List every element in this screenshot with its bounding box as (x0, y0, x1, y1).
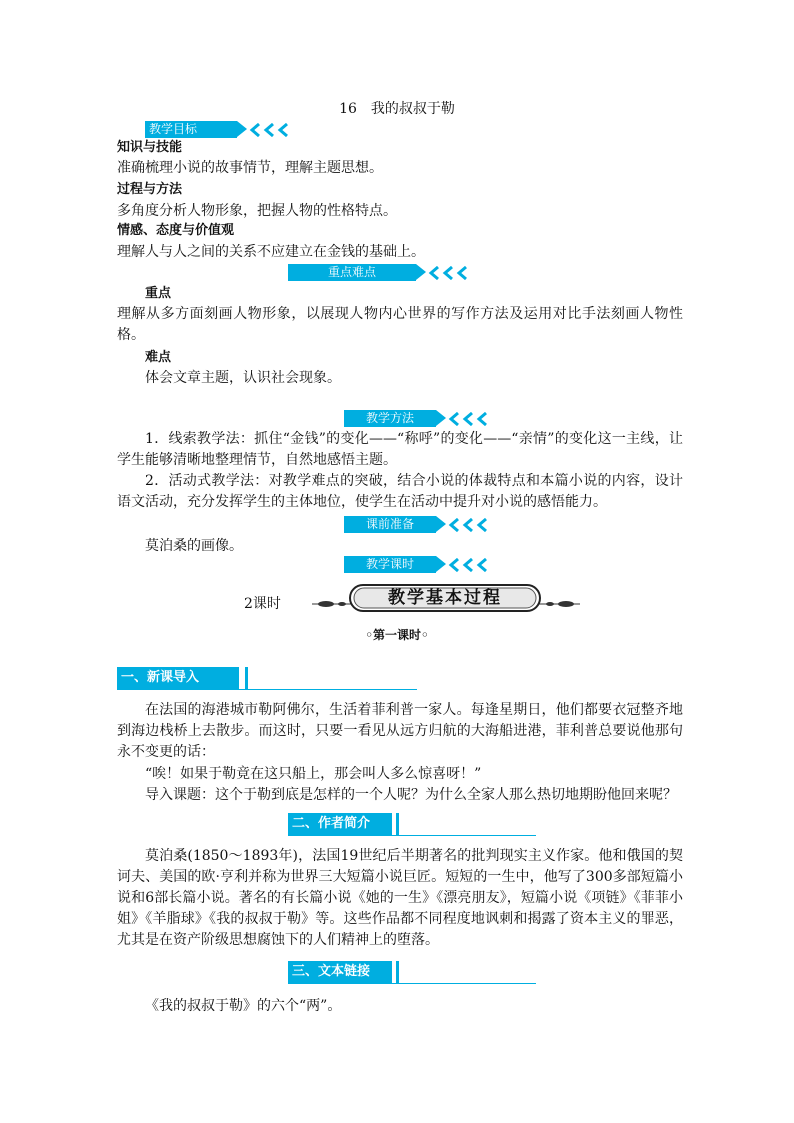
heading-bar-icon (396, 961, 399, 983)
key-points-tag-label: 重点难点 (288, 264, 416, 281)
section-2-heading (288, 813, 536, 837)
objective-heading-3: 情感、态度与价值观 (117, 223, 235, 238)
heading-bar-icon (245, 667, 248, 689)
period-count: 2课时 (244, 596, 281, 612)
section-1-heading (117, 667, 417, 691)
first-period-label: ◦第一课时◦ (365, 628, 429, 642)
chevrons-icon (448, 412, 488, 426)
chevrons-icon (448, 518, 488, 532)
objective-heading-1: 知识与技能 (117, 140, 183, 155)
preparation-tag-label: 课前准备 (344, 516, 436, 533)
ornament-left-icon: ◦ (365, 628, 373, 642)
section-3-heading (288, 961, 536, 985)
key-heading: 重点 (145, 286, 172, 301)
objective-text-2: 多角度分析人物形象，把握人物的性格特点。 (117, 203, 397, 219)
difficulty-text: 体会文章主题，认识社会现象。 (145, 370, 341, 386)
chevrons-icon (249, 123, 289, 137)
heading-underline (288, 983, 536, 984)
preparation-tag (344, 516, 488, 533)
section-1-quote: “唉！如果于勒竟在这只船上，那会叫人多么惊喜呀！” (145, 766, 482, 782)
heading-bar-icon (396, 813, 399, 835)
heading-underline (288, 835, 536, 836)
ornament-right-icon: ◦ (421, 628, 429, 642)
difficulty-heading: 难点 (145, 350, 172, 365)
methods-tag (344, 410, 488, 427)
method-2: 2．活动式教学法：对教学难点的突破，结合小说的体裁特点和本篇小说的内容，设计语文活动，充分发挥学生的主体地位，使学生在活动中提升对小说的感悟能力。 (117, 473, 683, 510)
key-text: 理解从多方面刻画人物形象，以展现人物内心世界的写作方法及运用对比手法刻画人物性格。 (117, 306, 683, 343)
methods-tag-label: 教学方法 (344, 410, 436, 427)
objective-text-3: 理解人与人之间的关系不应建立在金钱的基础上。 (117, 244, 425, 260)
method-1: 1．线索教学法：抓住“金钱”的变化——“称呼”的变化——“亲情”的变化这一主线，让学生能够清晰地整理情节，自然地感悟主题。 (117, 431, 683, 468)
objectives-tag (145, 121, 289, 138)
objective-text-1: 准确梳理小说的故事情节，理解主题思想。 (117, 160, 383, 176)
preparation-text: 莫泊桑的画像。 (145, 538, 243, 554)
section-3-label: 三、文本链接 (288, 961, 392, 983)
lesson-title: 16 我的叔叔于勒 (339, 101, 455, 117)
section-3-paragraph: 《我的叔叔于勒》的六个“两”。 (145, 998, 342, 1014)
key-points-tag (288, 264, 468, 281)
section-1-label: 一、新课导入 (117, 667, 239, 689)
section-2-paragraph: 莫泊桑(1850～1893年)，法国19世纪后半期著名的批判现实主义作家。他和俄国的契诃夫、美国的欧·亨利并称为世界三大短篇小说巨匠。短短的一生中，他写了300多部短篇小说和6部长篇小说。著名的有长篇小说《她的一生》《漂亮朋友》，短篇小说《项链》《菲菲小姐》《羊脂球》《我的叔叔于勒》等。这些作品都不同程度地讽刺和揭露了资本主义的罪恶，尤其是在资产阶级思想腐蚀下的人们精神上的堕落。 (117, 848, 683, 948)
section-1-paragraph-2: 导入课题：这个于勒到底是怎样的一个人呢？为什么全家人那么热切地期盼他回来呢？ (145, 787, 677, 803)
section-1-paragraph-1: 在法国的海港城市勒阿佛尔，生活着菲利普一家人。每逢星期日，他们都要衣冠整齐地到海边栈桥上去散步。而这时，只要一看见从远方归航的大海船进港，菲利普总要说他那句永不变更的话： (117, 702, 683, 760)
section-2-label: 二、作者简介 (288, 813, 392, 835)
chevrons-icon (428, 266, 468, 280)
objectives-tag-label: 教学目标 (145, 121, 237, 138)
heading-underline (117, 689, 417, 690)
periods-tag-label: 教学课时 (344, 556, 436, 573)
process-banner-label: 教学基本过程 (388, 588, 502, 608)
objective-heading-2: 过程与方法 (117, 182, 183, 197)
process-banner (312, 582, 580, 614)
chevrons-icon (448, 558, 488, 572)
periods-tag (344, 556, 488, 573)
